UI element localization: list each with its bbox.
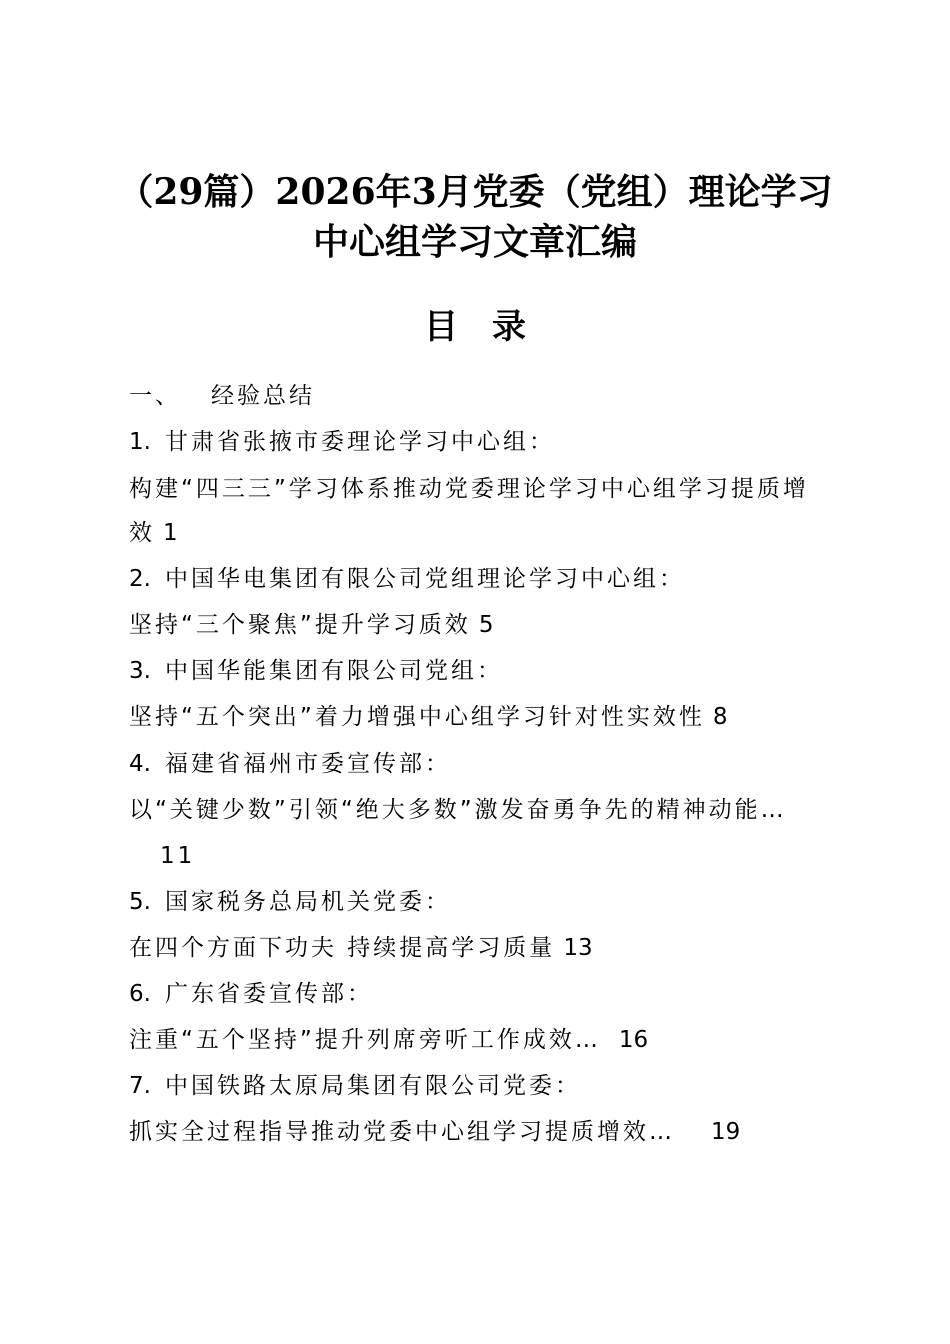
entry-title: 在四个方面下功夫 持续提高学习质量 xyxy=(129,935,556,961)
entry-org: 福建省福州市委宣传部： xyxy=(164,751,451,777)
toc-entry-title-continued[interactable] xyxy=(129,518,178,548)
entry-number: 3. xyxy=(129,658,151,684)
toc-heading xyxy=(0,305,950,349)
entry-title: 注重“五个坚持”提升列席旁听工作成效… xyxy=(129,1027,601,1053)
toc-entry-org[interactable] xyxy=(129,887,451,917)
toc-entry-title[interactable] xyxy=(129,702,727,732)
toc-entry-org[interactable] xyxy=(129,564,685,594)
entry-title: 坚持“五个突出”着力增强中心组学习针对性实效性 xyxy=(129,704,705,730)
toc-entry-org[interactable] xyxy=(129,427,555,457)
toc-entry-org[interactable] xyxy=(129,1071,581,1101)
entry-title: 抓实全过程指导推动党委中心组学习提质增效… xyxy=(129,1119,675,1145)
entry-title: 效 xyxy=(129,520,155,546)
toc-entry-org[interactable] xyxy=(129,979,373,1009)
entry-number: 1. xyxy=(129,429,151,455)
toc-heading-char: 目 xyxy=(424,307,492,347)
document-title-line-2: 中心组学习文章汇编 xyxy=(312,221,637,263)
entry-page-number: 11 xyxy=(160,843,196,869)
toc-entry-page-line[interactable] xyxy=(160,841,195,871)
entry-number: 7. xyxy=(129,1073,151,1099)
entry-org: 中国华电集团有限公司党组理论学习中心组： xyxy=(164,566,685,592)
toc-entry-org[interactable] xyxy=(129,656,503,686)
toc-entry-org[interactable] xyxy=(129,749,451,779)
entry-org: 国家税务总局机关党委： xyxy=(164,889,451,915)
toc-heading-char: 录 xyxy=(492,307,560,347)
entry-org: 广东省委宣传部： xyxy=(164,981,373,1007)
entry-org: 中国铁路太原局集团有限公司党委： xyxy=(164,1073,581,1099)
entry-org: 甘肃省张掖市委理论学习中心组： xyxy=(164,429,555,455)
entry-org: 中国华能集团有限公司党组： xyxy=(164,658,503,684)
toc-entry-title[interactable] xyxy=(129,795,787,825)
section-number: 一、 xyxy=(129,383,181,409)
entry-page-number: 1 xyxy=(163,520,178,546)
entry-number: 4. xyxy=(129,751,151,777)
entry-number: 6. xyxy=(129,981,151,1007)
toc-section-heading xyxy=(129,381,315,411)
document-title-line-1: （29篇）2026年3月党委（党组）理论学习 xyxy=(117,171,833,213)
entry-page-number: 16 xyxy=(618,1027,649,1053)
entry-title: 坚持“三个聚焦”提升学习质效 xyxy=(129,612,471,638)
section-label: 经验总结 xyxy=(211,383,315,409)
entry-page-number: 5 xyxy=(478,612,494,638)
entry-number: 5. xyxy=(129,889,151,915)
toc-entry-title[interactable] xyxy=(129,1025,648,1055)
toc-entry-title[interactable] xyxy=(129,610,493,640)
entry-page-number: 8 xyxy=(712,704,728,730)
entry-page-number: 19 xyxy=(711,1119,741,1145)
toc-entry-title[interactable] xyxy=(129,474,809,504)
entry-page-number: 13 xyxy=(563,935,593,961)
toc-entry-title[interactable] xyxy=(129,933,593,963)
toc-entry-title[interactable] xyxy=(129,1117,740,1147)
entry-title: 以“关键少数”引领“绝大多数”激发奋勇争先的精神动能… xyxy=(129,797,787,823)
entry-title: 构建“四三三”学习体系推动党委理论学习中心组学习提质增 xyxy=(129,476,809,502)
entry-number: 2. xyxy=(129,566,151,592)
